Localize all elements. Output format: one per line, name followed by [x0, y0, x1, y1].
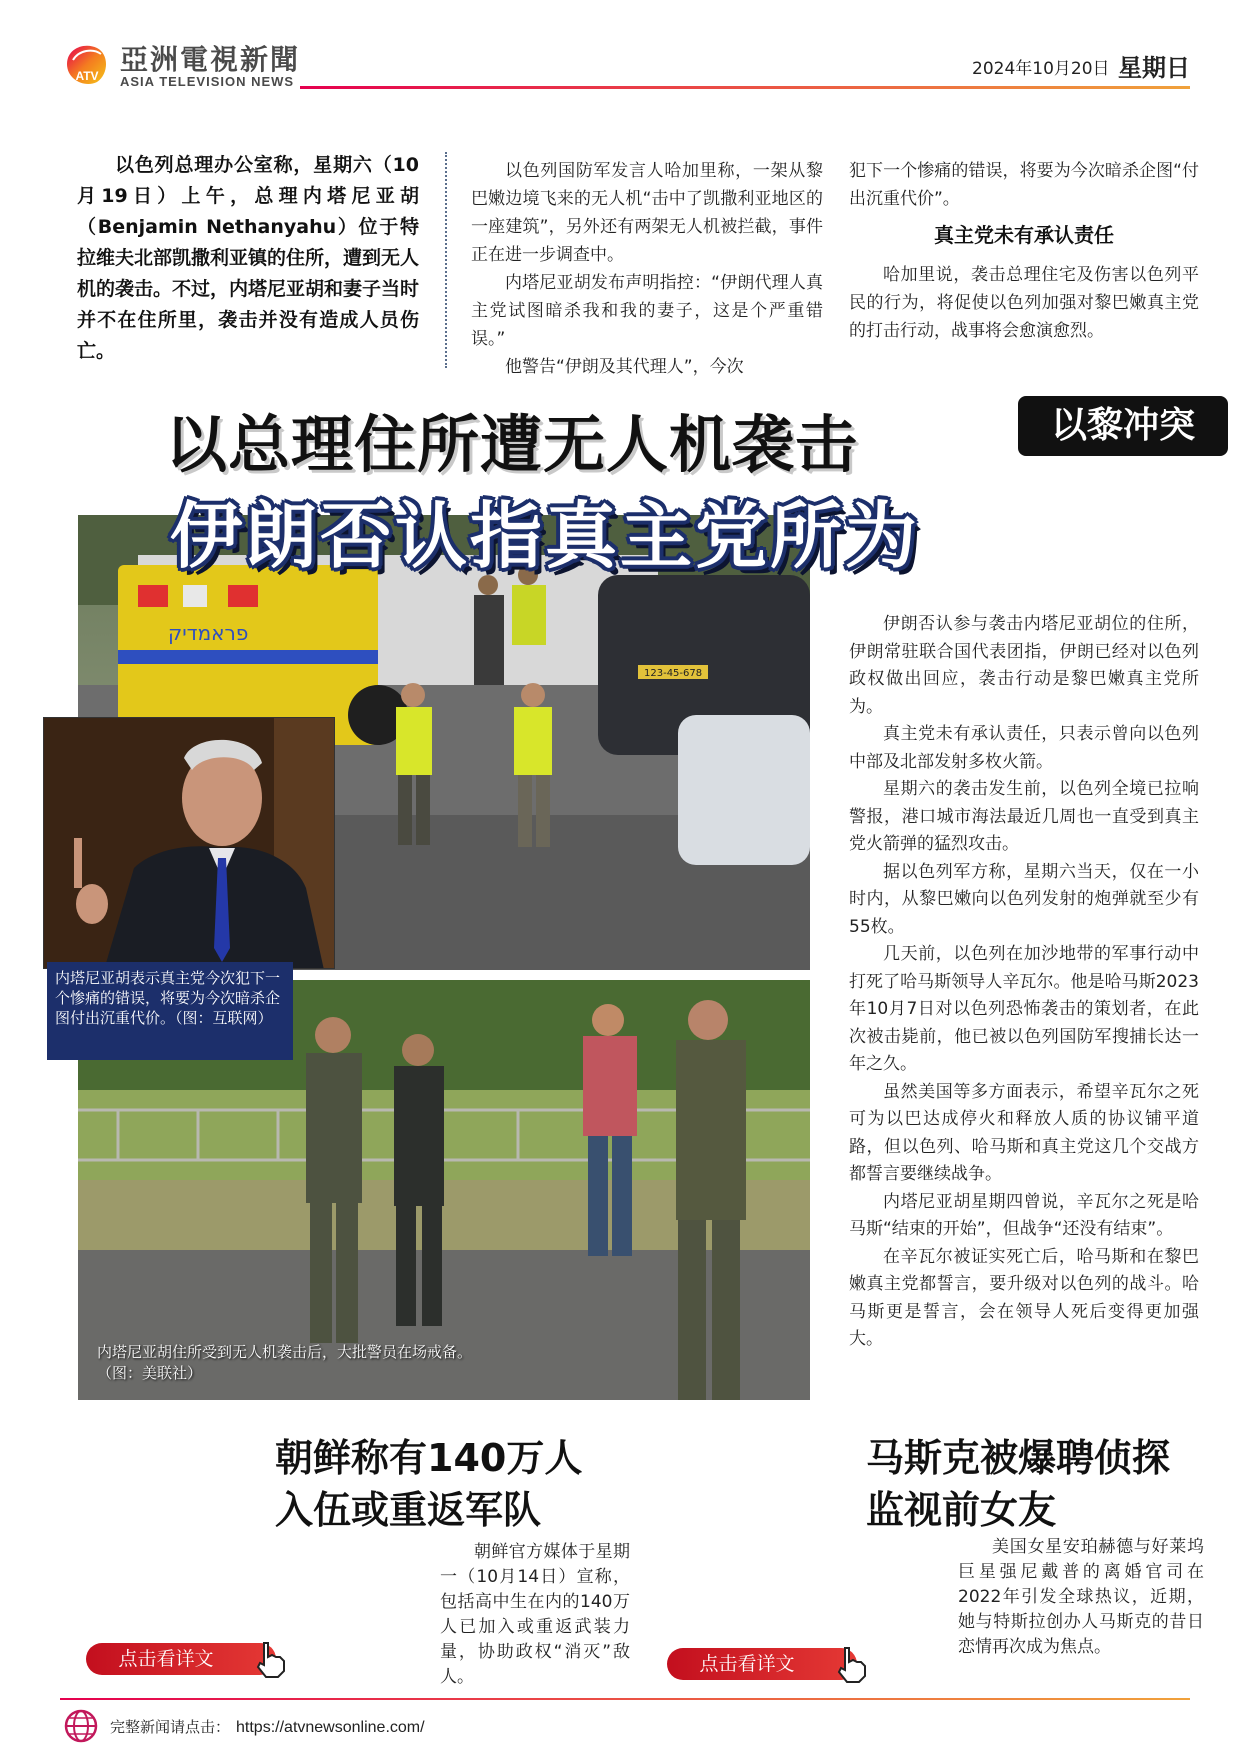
- headline-line-2: 伊朗否认指真主党所为: [170, 494, 921, 578]
- intro-column-3: [849, 157, 1199, 345]
- paragraph: 在辛瓦尔被证实死亡后，哈马斯和在黎巴嫩真主党都誓言，要升级对以色列的战斗。哈马斯更是誓言，会在领导人死后变得更加强大。: [849, 1246, 1199, 1349]
- footer-label: 完整新闻请点击：: [110, 1718, 231, 1736]
- svg-text:123-45-678: 123-45-678: [644, 668, 703, 679]
- pointer-hand-icon: [252, 1639, 288, 1679]
- paragraph: 哈加里说，袭击总理住宅及伤害以色列平民的行为，将促使以色列加强对黎巴嫩真主党的打击行动，战事将会愈演愈烈。: [849, 265, 1199, 341]
- globe-icon: [63, 1708, 99, 1744]
- paragraph: 伊朗否认参与袭击内塔尼亚胡位的住所，伊朗常驻联合国代表团指，伊朗已经对以色列政权做出回应，袭击行动是黎巴嫩真主党所为。: [849, 614, 1199, 717]
- bottom-photo-caption: 内塔尼亚胡住所受到无人机袭击后，大批警员在场戒备。（图：美联社）: [97, 1343, 473, 1382]
- intro-column-2: [471, 157, 823, 381]
- netanyahu-photo: [43, 717, 335, 969]
- paragraph: 内塔尼亚胡星期四曾说，辛瓦尔之死是哈马斯“结束的开始”，但战争“还没有结束”。: [849, 1191, 1199, 1239]
- footer-url-link[interactable]: https://atvnewsonline.com/: [236, 1719, 425, 1736]
- issue-weekday: 星期日: [1118, 54, 1190, 82]
- paragraph: 以色列国防军发言人哈加里称，一架从黎巴嫩边境飞来的无人机“击中了凯撒利亚地区的一座建筑”，另外还有两架无人机被拦截，事件正在进一步调查中。: [471, 161, 823, 265]
- header-rule: [300, 86, 1190, 89]
- subheading: 真主党未有承认责任: [934, 223, 1114, 247]
- paragraph: 他警告“伊朗及其代理人”，今次: [505, 357, 744, 377]
- svg-text:פראמדיק: פראמדיק: [168, 621, 249, 645]
- article-body-right: [849, 611, 1199, 1354]
- paragraph: 内塔尼亚胡发布声明指控：“伊朗代理人真主党试图暗杀我和我的妻子，这是个严重错误。”: [471, 273, 823, 349]
- story-1-title[interactable]: 朝鲜称有140万人 入伍或重返军队: [275, 1436, 583, 1532]
- headline-line-1: 以总理住所遭无人机袭击: [165, 408, 859, 481]
- logo-chinese: 亞洲電視新聞: [120, 43, 301, 76]
- paragraph: 据以色列军方称，星期六当天，仅在一小时内，从黎巴嫩向以色列发射的炮弹就至少有55枚。: [849, 861, 1199, 937]
- issue-date: 2024年10月20日: [972, 59, 1110, 79]
- svg-text:ATV: ATV: [75, 69, 99, 83]
- read-more-button-1[interactable]: 点击看详文: [86, 1643, 276, 1675]
- paragraph: 真主党未有承认责任，只表示曾向以色列中部及北部发射多枚火箭。: [849, 724, 1199, 772]
- pointer-hand-icon: [833, 1644, 869, 1684]
- story-1-summary: 朝鲜官方媒体于星期一（10月14日）宣称，包括高中生在内的140万人已加入或重返武装力量，协助政权“消灭”敌人。: [440, 1542, 630, 1687]
- story-2-title[interactable]: 马斯克被爆聘侦探 监视前女友: [866, 1436, 1171, 1532]
- lead-paragraph: 以色列总理办公室称，星期六（10月19日）上午，总理内塔尼亚胡（Benjamin Nethanyahu）位于特拉维夫北部凯撒利亚镇的住所，遭到无人机的袭击。不过，内塔尼亚胡和妻子当时并不在住所里，袭击并没有造成人员伤亡。: [77, 154, 420, 362]
- footer-rule: [60, 1698, 1190, 1700]
- read-more-button-2[interactable]: 点击看详文: [667, 1648, 857, 1680]
- paragraph: 星期六的袭击发生前，以色列全境已拉响警报，港口城市海法最近几周也一直受到真主党火箭弹的猛烈攻击。: [849, 779, 1199, 854]
- inset-caption: 内塔尼亚胡表示真主党今次犯下一个惨痛的错误，将要为今次暗杀企图付出沉重代价。（图：互联网）: [47, 962, 293, 1060]
- paragraph: 几天前，以色列在加沙地带的军事行动中打死了哈马斯领导人辛瓦尔。他是哈马斯2023年10月7日对以色列恐怖袭击的策划者，在此次被击毙前，他已被以色列国防军搜捕长达一年之久。: [849, 944, 1199, 1074]
- logo-english: ASIA TELEVISION NEWS: [120, 74, 295, 89]
- paragraph: 犯下一个惨痛的错误，将要为今次暗杀企图“付出沉重代价”。: [849, 161, 1199, 209]
- paragraph: 虽然美国等多方面表示，希望辛瓦尔之死可为以巴达成停火和释放人质的协议铺平道路，但以色列、哈马斯和真主党这几个交战方都誓言要继续战争。: [849, 1081, 1199, 1184]
- story-2-summary: 美国女星安珀赫德与好莱坞巨星强尼戴普的离婚官司在2022年引发全球热议，近期，她与特斯拉创办人马斯克的昔日恋情再次成为焦点。: [958, 1537, 1204, 1657]
- atv-logo: [63, 40, 111, 88]
- topic-tag: 以黎冲突: [1018, 396, 1228, 456]
- column-divider: [445, 152, 447, 368]
- footer-link-row: [110, 1716, 425, 1737]
